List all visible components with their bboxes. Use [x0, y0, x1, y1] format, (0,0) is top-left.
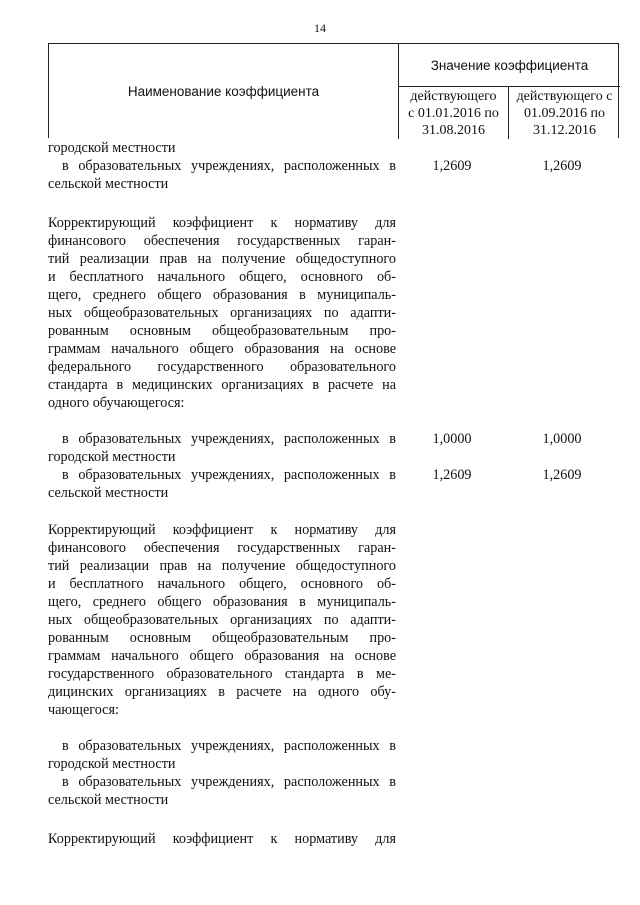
- text-line: городской местности: [48, 140, 176, 156]
- text-line: тий реализации прав на получение общедоступного: [48, 558, 396, 574]
- text-line: граммам начального общего образования на основе: [48, 648, 396, 664]
- header-period-1: действующего с 01.01.2016 по 31.08.2016: [399, 87, 509, 139]
- coef-value: 1,2609: [432, 467, 472, 483]
- text-line: граммам начального общего образования на основе: [48, 341, 396, 357]
- text-line: тий реализации прав на получение общедоступного: [48, 251, 396, 267]
- text-line: городской местности: [48, 449, 176, 465]
- text-line: щего, среднего общего образования в муниципаль-: [48, 287, 396, 303]
- header-value-column: Значение коэффициента: [399, 44, 620, 87]
- text-line: чающегося:: [48, 702, 119, 718]
- text-line: стандарта в медицинских организациях в расчете на: [48, 377, 396, 393]
- header-period-2: действующего с 01.09.2016 по 31.12.2016: [516, 89, 613, 138]
- text-line: сельской местности: [48, 176, 169, 192]
- text-line: ных общеобразовательных организациях по адапти-: [48, 612, 396, 628]
- coef-value: 1,0000: [432, 431, 472, 447]
- text-line: одного обучающегося:: [48, 395, 185, 411]
- text-line: рованным основным общеобразовательным про-: [48, 630, 396, 646]
- text-line: щего, среднего общего образования в муниципаль-: [48, 594, 396, 610]
- text-line: сельской местности: [48, 792, 169, 808]
- header-name-column: Наименование коэффициента: [49, 44, 399, 139]
- page-number: 14: [314, 21, 326, 35]
- text-line: государственного образовательного стандарта в ме-: [48, 666, 396, 682]
- text-line: дицинских организациях в расчете на одного обу-: [48, 684, 396, 700]
- text-line: финансового обеспечения государственных гаран-: [48, 540, 396, 556]
- coefficient-table-header: [48, 43, 619, 138]
- text-line: Корректирующий коэффициент к нормативу для: [48, 522, 396, 538]
- text-line: в образовательных учреждениях, расположенных в: [62, 158, 396, 174]
- coef-value: 1,2609: [542, 158, 582, 174]
- text-line: городской местности: [48, 756, 176, 772]
- text-line: и бесплатного начального общего, основного об-: [48, 269, 396, 285]
- coef-value: 1,2609: [432, 158, 472, 174]
- coef-value: 1,0000: [542, 431, 582, 447]
- text-line: сельской местности: [48, 485, 169, 501]
- text-line: в образовательных учреждениях, расположенных в: [62, 467, 396, 483]
- text-line: Корректирующий коэффициент к нормативу для: [48, 831, 396, 847]
- text-line: Корректирующий коэффициент к нормативу для: [48, 215, 396, 231]
- text-line: финансового обеспечения государственных гаран-: [48, 233, 396, 249]
- text-line: в образовательных учреждениях, расположенных в: [62, 738, 396, 754]
- text-line: и бесплатного начального общего, основного об-: [48, 576, 396, 592]
- text-line: федерального государственного образовательного: [48, 359, 396, 375]
- text-line: ных общеобразовательных организациях по адапти-: [48, 305, 396, 321]
- text-line: в образовательных учреждениях, расположенных в: [62, 774, 396, 790]
- coef-value: 1,2609: [542, 467, 582, 483]
- text-line: рованным основным общеобразовательным про-: [48, 323, 396, 339]
- text-line: в образовательных учреждениях, расположенных в: [62, 431, 396, 447]
